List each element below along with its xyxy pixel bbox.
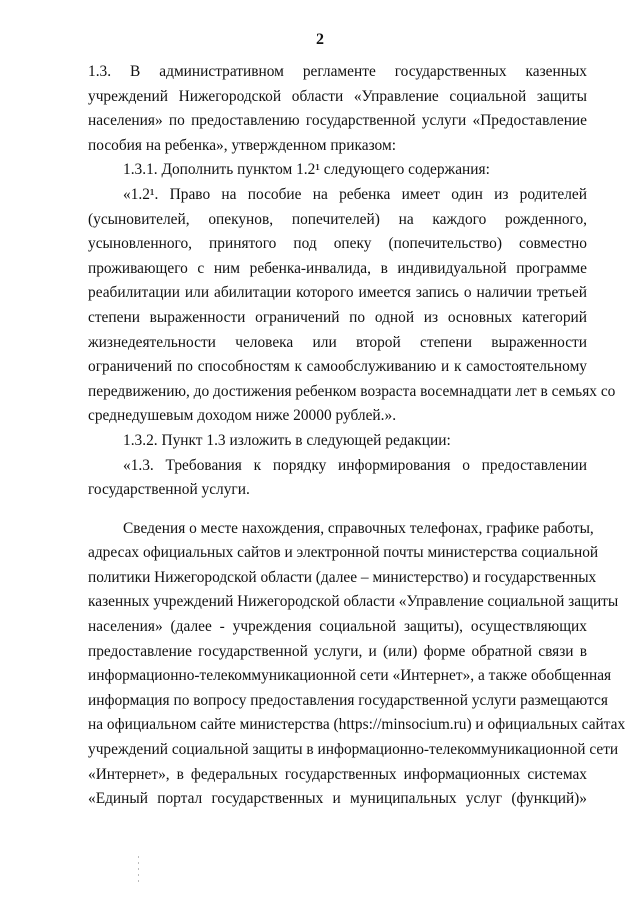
text-line: предоставление государственной услуги, и (или) форме обратной связи в <box>88 642 587 660</box>
text-line: ограничений по способностям к самообслуживанию и к самостоятельному <box>88 358 587 376</box>
text-line: «1.2¹. Право на пособие на ребенка имеет один из родителей <box>123 185 587 203</box>
paragraph-1-3-1 <box>88 158 587 183</box>
paragraph-1-3-2 <box>88 429 587 454</box>
text-line: передвижению, до достижения ребенком возраста восемнадцати лет в семьях со <box>88 382 616 400</box>
text-line: населения» по предоставлению государственной услуги «Предоставление <box>88 112 587 130</box>
document-body <box>88 60 626 812</box>
text-line: информационно-телекоммуникационной сети «Интернет», а также обобщенная <box>88 667 612 685</box>
text-line: реабилитации или абилитации которого имеется запись о наличии третьей <box>88 284 587 302</box>
paragraph-1-2-1-quote <box>88 183 616 429</box>
text-line: политики Нижегородской области (далее – министерство) и государственных <box>88 568 597 586</box>
text-line: жизнедеятельности человека или второй степени выраженности <box>88 333 587 351</box>
text-line: «Единый портал государственных и муниципальных услуг (функций)» <box>88 790 587 808</box>
text-line: населения» (далее - учреждения социальной защиты), осуществляющих <box>88 618 587 636</box>
text-line: 1.3.2. Пункт 1.3 изложить в следующей редакции: <box>123 431 451 449</box>
paragraph-1-3-quote <box>88 454 587 503</box>
text-line: учреждений социальной защиты в информационно-телекоммуникационной сети <box>88 741 619 759</box>
text-line: 1.3.1. Дополнить пунктом 1.2¹ следующего содержания: <box>123 161 490 179</box>
text-line: на официальном сайте министерства (https://minsocium.ru) и официальных сайтах <box>88 716 626 734</box>
text-line: «1.3. Требования к порядку информирования о предоставлении <box>123 456 587 474</box>
scan-artifact-mark <box>138 856 139 886</box>
text-line: «Интернет», в федеральных государственных информационных системах <box>88 765 587 783</box>
text-line: усыновленного, принятого под опеку (попечительство) совместно <box>88 235 587 253</box>
text-line: адресах официальных сайтов и электронной почты министерства социальной <box>88 544 599 562</box>
paragraph-information <box>88 517 626 812</box>
text-line: (усыновителей, опекунов, попечителей) на каждого рожденного, <box>88 210 587 228</box>
text-line: проживающего с ним ребенка-инвалида, в индивидуальной программе <box>88 259 587 277</box>
text-line: среднедушевым доходом ниже 20000 рублей.». <box>88 407 397 425</box>
paragraph-1-3 <box>88 60 587 158</box>
text-line: Сведения о месте нахождения, справочных телефонах, графике работы, <box>123 519 594 537</box>
text-line: 1.3. В административном регламенте государственных казенных <box>88 63 587 80</box>
text-line: степени выраженности ограничений по одной из основных категорий <box>88 308 587 326</box>
paragraph-gap <box>88 503 587 517</box>
text-line: государственной услуги. <box>88 481 250 499</box>
text-line: учреждений Нижегородской области «Управление социальной защиты <box>88 87 587 105</box>
text-line: пособия на ребенка», утвержденном приказом: <box>88 136 396 154</box>
text-line: казенных учреждений Нижегородской области «Управление социальной защиты <box>88 593 619 611</box>
text-line: информация по вопросу предоставления государственной услуги размещаются <box>88 691 608 709</box>
page-number: 2 <box>316 31 324 48</box>
